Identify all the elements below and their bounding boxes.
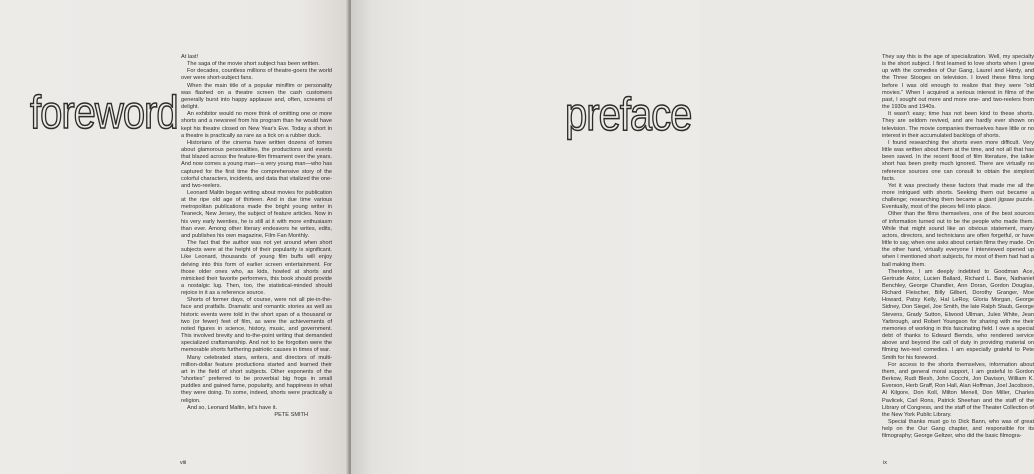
preface-heading: preface bbox=[565, 89, 692, 141]
preface-paragraph: For access to the shorts themselves, information about them, and general moral support, I am grateful to Gordon Berkow, Rudi Blesh, John Cocchi, Jon Davison, William K. Everson, Herb Graff, Ron Hall, Alan Hoffman, Joel Jacobson, Al Kilgore, Don Koll, Milton Menell, Don Miller, Charles Pavlicek, Carl Rons, Patrick Sheehan and the staff of the Library of Congress, and the staff of the Theater Collection of the New York Public Library. bbox=[882, 361, 1034, 418]
page-number-right: ix bbox=[883, 460, 887, 466]
foreword-text-column bbox=[181, 54, 332, 419]
foreword-paragraph: And so, Leonard Maltin, let's have it. bbox=[187, 404, 277, 411]
foreword-paragraph: The fact that the author was not yet around when short subjects were at the height of their popularity is significant. Like Leonard, thousands of young film buffs will enjoy delving into this form of earlier screen entertainment. For those older ones who, as kids, howled at shorts and mimicked their favorite performers, this book should provide a nostalgic lug. Then, too, the statistical-minded should rejoice in it as a reference source. bbox=[181, 240, 332, 297]
preface-paragraph: They say this is the age of specialization. Well, my specialty is the short subject. I first learned to love shorts when I grew up with the comedies of Our Gang, Laurel and Hardy, and the Three Stooges on television. I loved these films long before I was old enough to realize that they were "old movies." When I acquired a serious interest in films of the past, I sought out more and more one- and two-reelers from the 1930s and 1940s. bbox=[882, 54, 1034, 111]
foreword-signature: PETE SMITH bbox=[274, 411, 308, 418]
preface-paragraph: It wasn't easy; time has not been kind to these shorts. They are seldom revived, and are hardly ever shown on television. The movie companies themselves have little or no interest in their accumulated backlogs of shorts. bbox=[882, 111, 1034, 139]
foreword-paragraph: The saga of the movie short subject has been written. bbox=[187, 61, 320, 68]
foreword-paragraph: Historians of the cinema have written dozens of tomes about glamorous personalities, the productions and events that blazed across the feature-film firmament over the years. And now comes a young man—a very young man—who has captured for the first time the comprehensive story of the colorful characters, incidents, and data that vitalized the one- and two-reelers. bbox=[181, 139, 332, 189]
foreword-paragraph: Leonard Maltin began writing about movies for publication at the ripe old age of thirteen. And in due time various metropolitan publications made the bright young writer in Teaneck, New Jersey, the subject of feature articles. Now in his very early twenties, he is still at it with more enthusiasm than ever. Among other literary endeavors he writes, edits, and publishes his own magazine, Film Fan Monthly. bbox=[181, 189, 332, 239]
foreword-paragraph: An exhibitor would no more think of omitting one or more shorts and a newsreel from his program than he would have kept his theatre closed on New Year's Eve. Today a short in a theatre is practically as rare as a tick on a rubber duck. bbox=[181, 111, 332, 139]
foreword-paragraph: For decades, countless millions of theatre-goers the world over were short-subject fans. bbox=[181, 68, 332, 82]
foreword-paragraph: When the main title of a popular miniflim or personality was flashed on a theatre screen the cash customers generally burst into happy applause and, often, screams of delight. bbox=[181, 82, 332, 111]
foreword-opening: At last! bbox=[181, 54, 199, 60]
preface-paragraph: Other than the films themselves, one of the best sources of information turned out to be the people who made them. While that might sound like an obvious statement, many actors, directors, and technicians are often forgetful, or have little to say, when one asks about certain films they made. On the other hand, virtually everyone I interviewed opened up when I mentioned short subjects, for most of them had had a ball making them. bbox=[882, 211, 1034, 268]
preface-paragraph: Yet it was precisely these factors that made me all the more intrigued with shorts. Seeking them out became a challenge; researching them became a giant jigsaw puzzle. Eventually, most of the pieces fell into place. bbox=[882, 182, 1034, 211]
page-number-left: viii bbox=[180, 460, 187, 466]
right-page bbox=[351, 0, 1034, 474]
left-page bbox=[0, 0, 349, 474]
preface-text-column bbox=[882, 54, 1034, 440]
preface-paragraph: I found researching the shorts even more difficult. Very little was written about them at the time, and not all that has been saved. In the recent flood of film literature, the talkie short has been pretty much ignored. There are virtually no reference sources one can consult to obtain the simplest facts. bbox=[882, 139, 1034, 182]
foreword-heading: foreword bbox=[30, 87, 178, 139]
preface-paragraph: Therefore, I am deeply indebted to Goodman Ace, Gertrude Astor, Lucien Ballard, Richard L. Bare, Nathaniel Benchley, George Chandler, Ann Doran, Gordon Douglas, Richard Fleischer, Billy Gilbert, Dorothy Granger, Moe Howard, Patsy Kelly, Hal LeRoy, Gloria Morgan, George Sidney, Don Siegel, Joe Smith, the late Ralph Staub, George Stevens, Grady Sutton, Elwood Ullman, Jules White, Jean Yarbrough, and Robert Youngson for sharing with me their memories of working in this fascinating field. I owe a special debt of thanks to Edward Bernds, who rendered service above and beyond the call of duty in providing material on filming two-reel comedies. I am especially grateful to Pete Smith for his foreword. bbox=[882, 268, 1034, 361]
preface-paragraph: Special thanks must go to Dick Bann, who was of great help on the Our Gang chapter, and responsible for its filmography; George Geltzer, who did the basic filmogra- bbox=[882, 418, 1034, 440]
foreword-paragraph: Shorts of former days, of course, were not all pie-in-the-face and pratfalls. Dramatic and romantic stories as well as historic events were told in the short span of a thousand or two (or fewer) feet of film, as were the achievements of noted figures in science, history, music, and government. This involved brevity and to-the-point writing that demanded specialized craftsmanship. And not to be forgotten were the memorable shorts furthering patriotic causes in times of war. bbox=[181, 297, 332, 354]
foreword-paragraph: Many celebrated stars, writers, and directors of multi-million-dollar feature productions started and learned their art in the field of short subjects. Other exponents of the "shorties" preferred to be proverbial big frogs in small puddles and gained fame, popularity, and happiness in what they were doing. To some, indeed, shorts were practically a religion. bbox=[181, 354, 332, 404]
